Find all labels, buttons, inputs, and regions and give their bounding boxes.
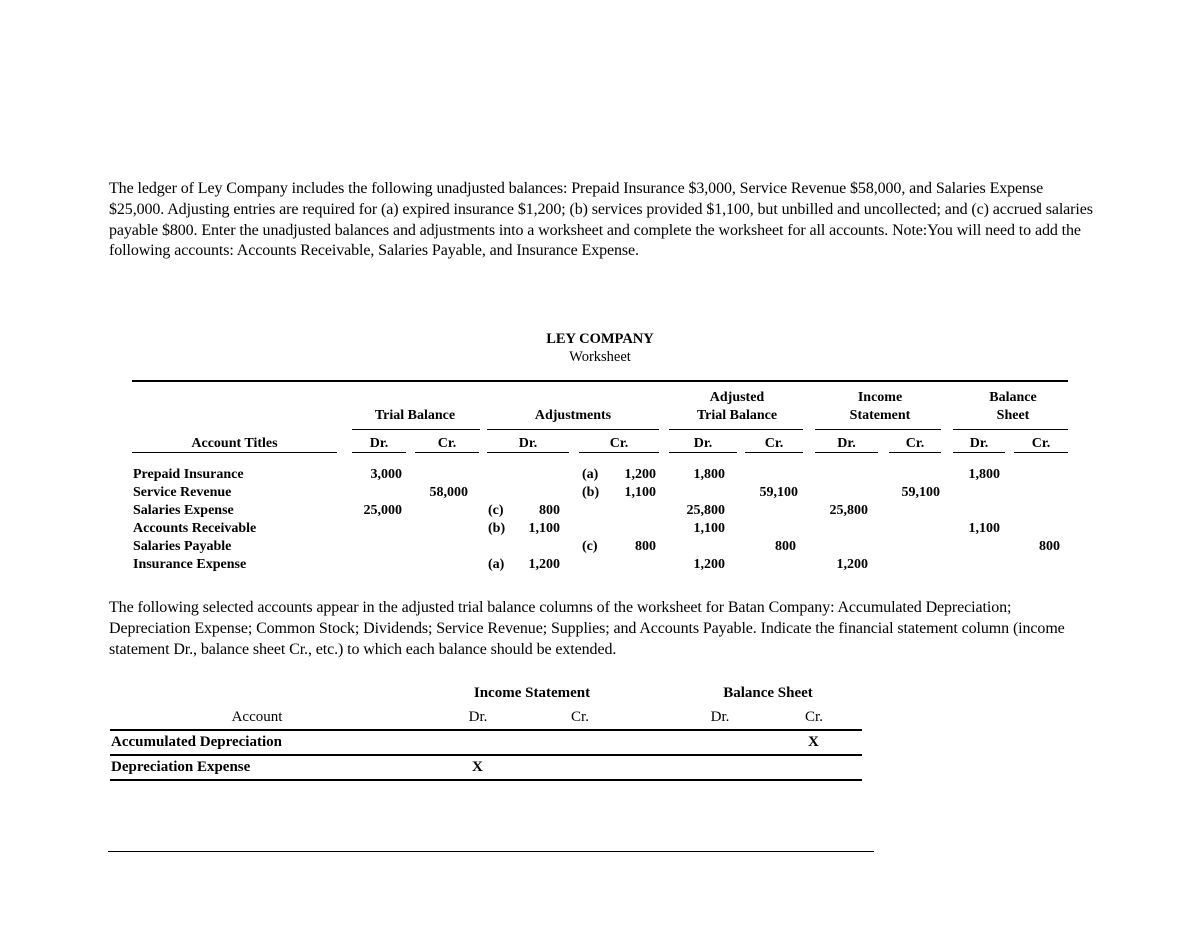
rule-adj-cr xyxy=(579,452,659,453)
ext-rule-row2 xyxy=(110,779,862,781)
cell-tb-cr: 58,000 xyxy=(429,485,468,500)
row-account: Service Revenue xyxy=(133,485,232,500)
cell-atb-cr: 800 xyxy=(775,539,796,554)
row-account: Salaries Payable xyxy=(133,539,232,554)
cell-adj-cr-ref: (a) xyxy=(582,467,599,482)
ext-row-account: Accumulated Depreciation xyxy=(111,734,282,750)
ext-row-account: Depreciation Expense xyxy=(111,759,251,775)
cell-atb-dr: 1,800 xyxy=(693,467,725,482)
rule-tb-dr xyxy=(352,452,406,453)
header-tb-dr: Dr. xyxy=(369,436,389,451)
cell-adj-dr: 1,100 xyxy=(528,521,560,536)
row-account: Salaries Expense xyxy=(133,503,234,518)
header-income-line1: Income xyxy=(857,390,903,405)
header-is-dr: Dr. xyxy=(837,436,856,451)
ext-header-bs-dr: Dr. xyxy=(710,709,730,725)
problem-paragraph-2: The following selected accounts appear in the adjusted trial balance columns of the worksheet for Batan Company: Accumulated Depreciation; Depreciation Expense; Common Stock; Dividends; Service Revenue; Supplies; and Accounts Payable. Indicate the financial statement column (income statement Dr., balance sheet Cr., etc.) to which each balance should be extended. xyxy=(109,599,1065,658)
rule-atb-cr xyxy=(745,452,803,453)
worksheet-company-name: LEY COMPANY xyxy=(546,331,654,347)
ext-rule-row1 xyxy=(110,754,862,756)
cell-atb-cr: 59,100 xyxy=(759,485,798,500)
rule-adjusted-trial-balance xyxy=(669,429,803,430)
rule-is-dr xyxy=(815,452,878,453)
header-adjusted-trial-balance xyxy=(662,389,812,425)
cell-bs-cr: 800 xyxy=(1039,539,1060,554)
header-tb-cr: Cr. xyxy=(437,436,457,451)
rule-bs-cr xyxy=(1014,452,1068,453)
cell-atb-dr: 25,800 xyxy=(686,503,725,518)
cell-tb-dr: 3,000 xyxy=(370,467,402,482)
row-account: Insurance Expense xyxy=(133,557,247,572)
cell-bs-dr: 1,100 xyxy=(968,521,1000,536)
ext-header-balance-sheet: Balance Sheet xyxy=(723,685,813,701)
cell-adj-dr-ref: (b) xyxy=(488,521,506,536)
rule-trial-balance xyxy=(352,429,480,430)
ext-cell-bs-cr: X xyxy=(808,734,819,750)
rule-bs-dr xyxy=(953,452,1005,453)
rule-balance-sheet xyxy=(953,429,1068,430)
ext-header-account: Account xyxy=(231,709,283,725)
answer-rule xyxy=(108,851,874,852)
rule-account-titles xyxy=(132,452,337,453)
header-trial-balance: Trial Balance xyxy=(374,408,456,423)
ext-rule-header xyxy=(110,729,862,731)
cell-adj-cr-ref: (c) xyxy=(582,539,598,554)
header-adjusted-line2: Trial Balance xyxy=(696,408,778,423)
header-atb-cr: Cr. xyxy=(764,436,784,451)
cell-is-cr: 59,100 xyxy=(901,485,940,500)
rule-adj-dr xyxy=(487,452,569,453)
rule-atb-dr xyxy=(669,452,737,453)
header-balance-line1: Balance xyxy=(989,390,1037,405)
ext-header-is-dr: Dr. xyxy=(468,709,488,725)
worksheet-top-rule xyxy=(132,380,1068,382)
problem-paragraph-1: The ledger of Ley Company includes the following unadjusted balances: Prepaid Insurance $3,000, Service Revenue $58,000, and Salaries Expense $25,000. Adjusting entries are required for (a) expired insurance $1,200; (b) services provided $1,100, but unbilled and uncollected; and (c) accrued salaries payable $800. Enter the unadjusted balances and adjustments into a worksheet and complete the worksheet for all accounts. Note:You will need to add the following accounts: Accounts Receivable, Salaries Payable, and Insurance Expense. xyxy=(109,180,1093,260)
header-adj-dr: Dr. xyxy=(518,436,538,451)
ext-header-bs-cr: Cr. xyxy=(805,709,823,725)
worksheet-subtitle: Worksheet xyxy=(569,349,631,365)
cell-adj-dr: 1,200 xyxy=(528,557,560,572)
cell-adj-cr-ref: (b) xyxy=(582,485,600,500)
cell-tb-dr: 25,000 xyxy=(363,503,402,518)
rule-adjustments xyxy=(487,429,659,430)
header-adjusted-line1: Adjusted xyxy=(709,390,765,405)
row-account: Accounts Receivable xyxy=(133,521,257,536)
cell-adj-dr-ref: (a) xyxy=(488,557,505,572)
header-balance-line2: Sheet xyxy=(996,408,1030,423)
header-bs-cr: Cr. xyxy=(1031,436,1051,451)
header-is-cr: Cr. xyxy=(905,436,925,451)
header-adjustments: Adjustments xyxy=(534,408,612,423)
cell-adj-dr: 800 xyxy=(539,503,560,518)
header-atb-dr: Dr. xyxy=(693,436,713,451)
cell-atb-dr: 1,200 xyxy=(693,557,725,572)
rule-income-statement xyxy=(815,429,941,430)
cell-adj-dr-ref: (c) xyxy=(488,503,504,518)
cell-is-dr: 25,800 xyxy=(829,503,868,518)
header-income-statement xyxy=(805,389,955,425)
row-account: Prepaid Insurance xyxy=(133,467,244,482)
ext-header-is-cr: Cr. xyxy=(571,709,589,725)
header-account-titles: Account Titles xyxy=(191,436,278,451)
rule-tb-cr xyxy=(415,452,479,453)
cell-is-dr: 1,200 xyxy=(836,557,868,572)
header-adj-cr: Cr. xyxy=(609,436,629,451)
ext-cell-is-dr: X xyxy=(472,759,483,775)
header-balance-sheet xyxy=(938,389,1088,425)
rule-is-cr xyxy=(889,452,941,453)
header-income-line2: Statement xyxy=(849,408,911,423)
cell-atb-dr: 1,100 xyxy=(693,521,725,536)
cell-adj-cr: 800 xyxy=(635,539,656,554)
cell-bs-dr: 1,800 xyxy=(968,467,1000,482)
cell-adj-cr: 1,200 xyxy=(624,467,656,482)
cell-adj-cr: 1,100 xyxy=(624,485,656,500)
header-bs-dr: Dr. xyxy=(969,436,989,451)
ext-header-income-statement: Income Statement xyxy=(473,685,591,701)
